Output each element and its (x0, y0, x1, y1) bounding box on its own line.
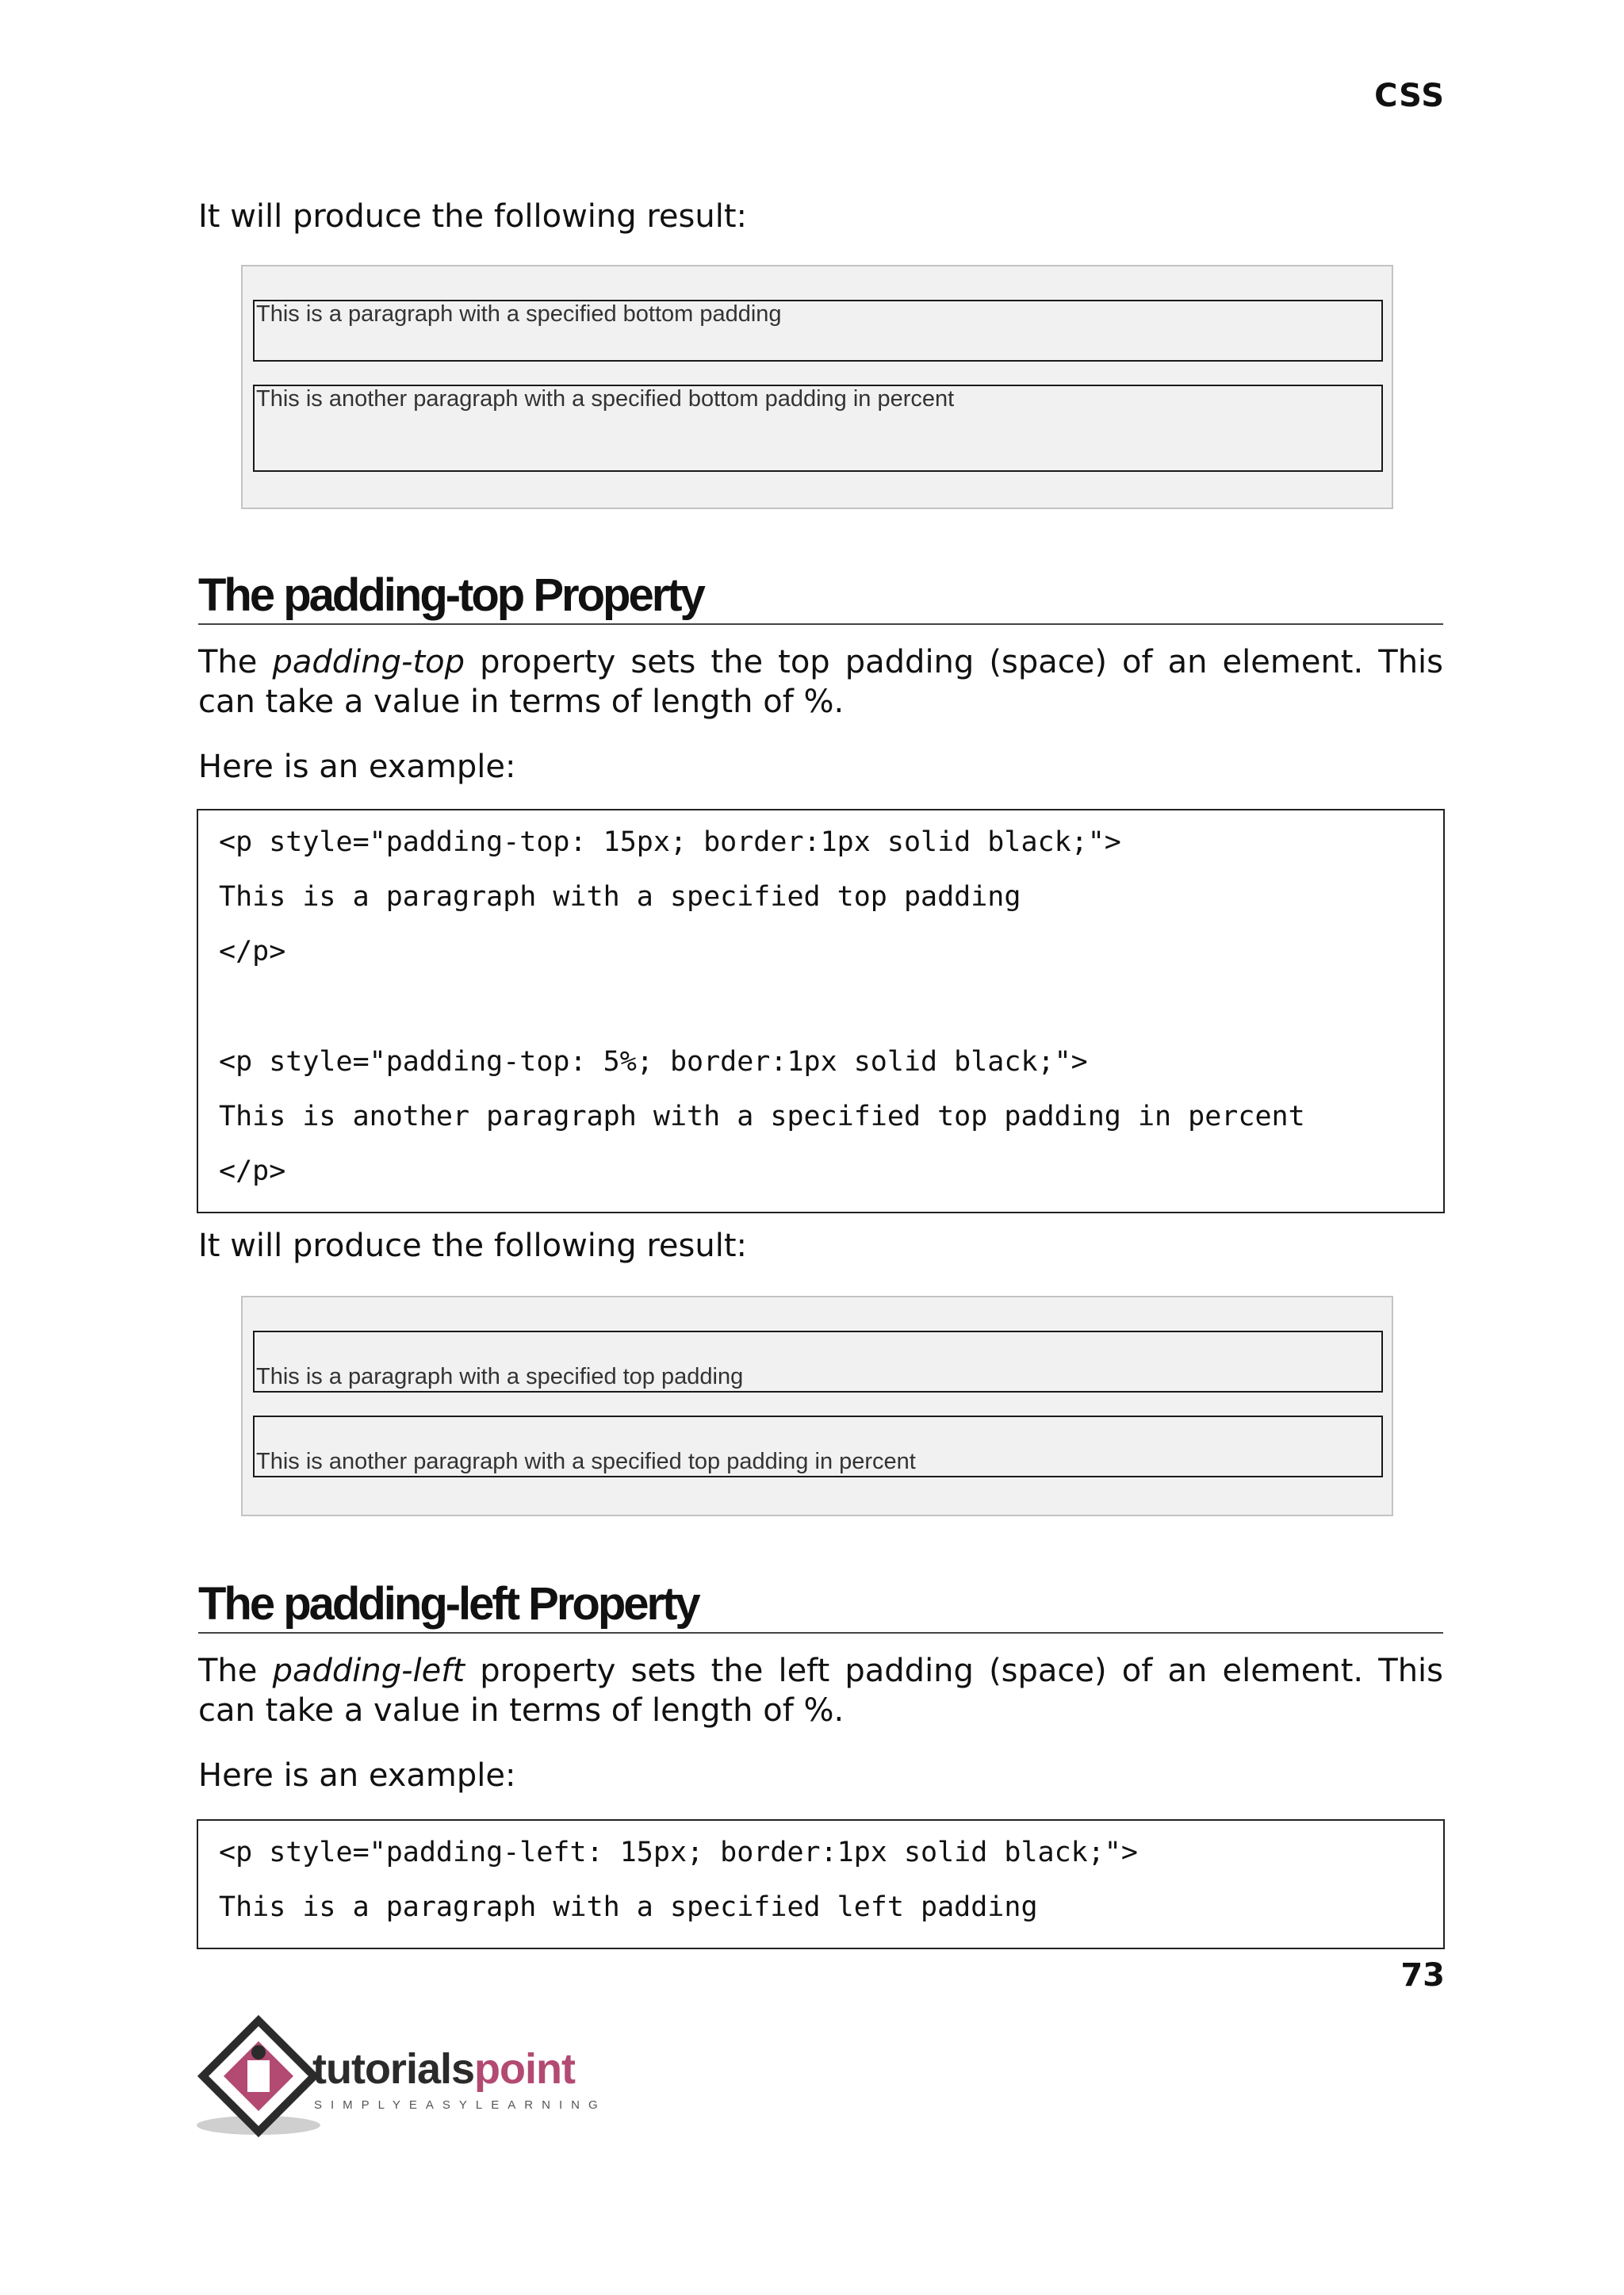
result-intro-1: It will produce the following result: (198, 198, 747, 235)
section-description-padding-left: The padding-left property sets the left padding (space) of an element. This can take a value in terms of length of %. (198, 1653, 1444, 1729)
page-number: 73 (1400, 1957, 1445, 1994)
code-example-padding-left (197, 1819, 1445, 1949)
result-box-top-padding (241, 1296, 1393, 1516)
code-line: </p> (219, 1155, 286, 1187)
example-intro: Here is an example: (198, 749, 516, 785)
code-example-padding-top (197, 809, 1445, 1213)
section-title-padding-top: The padding-top Property (198, 568, 1443, 625)
result-paragraph: This is a paragraph with a specified bottom padding (253, 300, 1383, 362)
section-title-padding-left: The padding-left Property (198, 1577, 1443, 1634)
result-paragraph: This is another paragraph with a specified bottom padding in percent (253, 385, 1383, 472)
code-line: <p style="padding-top: 15px; border:1px solid black;"> (219, 826, 1121, 858)
result-paragraph: This is another paragraph with a specified top padding in percent (253, 1416, 1383, 1477)
code-line: </p> (219, 936, 286, 967)
logo-tagline: SIMPLYEASYLEARNING (314, 2098, 607, 2112)
code-line: <p style="padding-left: 15px; border:1px solid black;"> (219, 1837, 1138, 1868)
result-box-bottom-padding (241, 265, 1393, 509)
running-header: CSS (1374, 78, 1445, 114)
logo-emblem-icon (195, 2014, 322, 2141)
code-line: This is a paragraph with a specified left padding (219, 1891, 1038, 1923)
code-line: <p style="padding-top: 5%; border:1px solid black;"> (219, 1046, 1088, 1078)
tutorialspoint-logo (195, 2014, 607, 2144)
code-line: This is a paragraph with a specified top padding (219, 881, 1021, 913)
logo-wordmark: tutorialspoint (312, 2045, 575, 2093)
section-description-padding-top: The padding-top property sets the top padding (space) of an element. This can take a value in terms of length of %. (198, 644, 1444, 720)
code-line: This is another paragraph with a specified top padding in percent (219, 1101, 1305, 1132)
example-intro: Here is an example: (198, 1757, 516, 1794)
result-intro-2: It will produce the following result: (198, 1228, 747, 1264)
result-paragraph: This is a paragraph with a specified top padding (253, 1331, 1383, 1393)
